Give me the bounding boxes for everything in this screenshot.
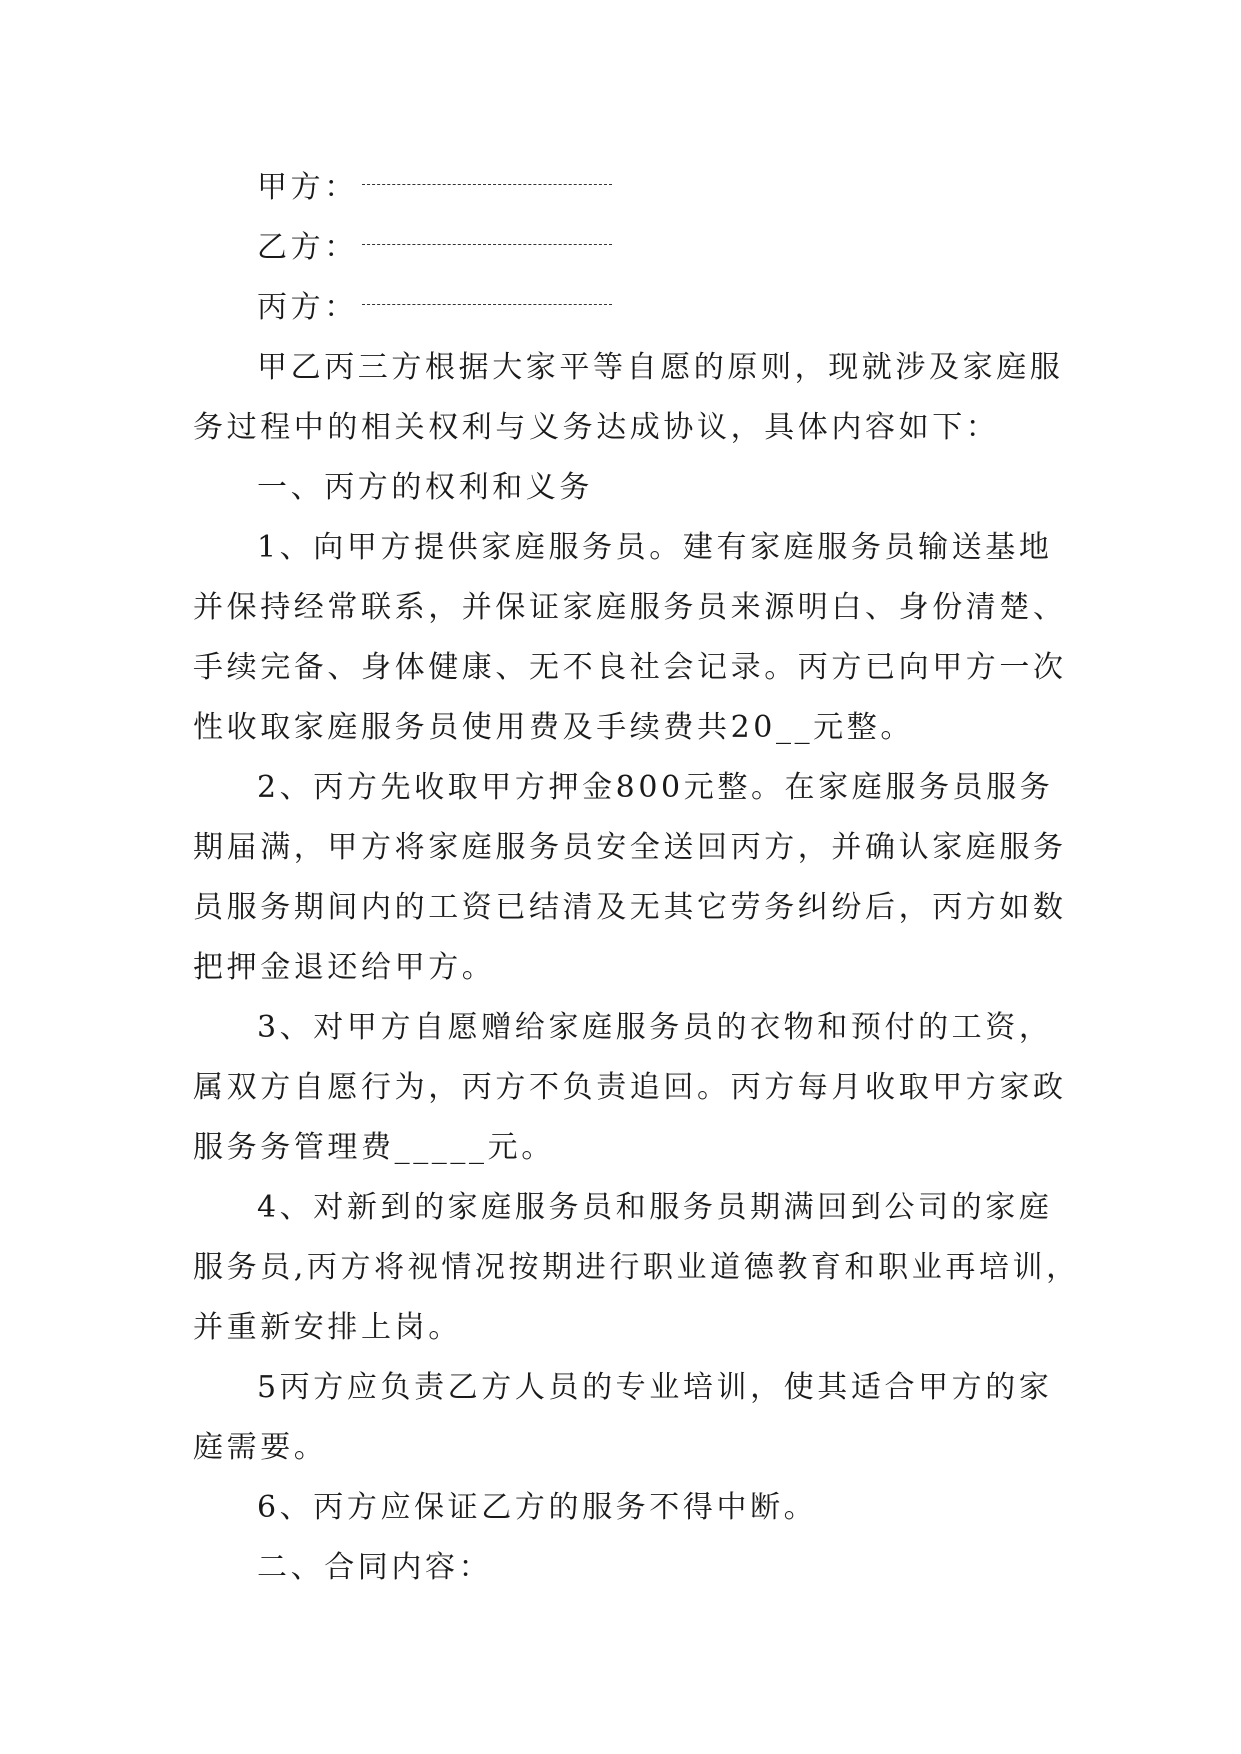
clause-line: 6、丙方应保证乙方的服务不得中断。: [257, 1490, 818, 1525]
clause-line: 3、对甲方自愿赠给家庭服务员的衣物和预付的工资，: [257, 1010, 1053, 1045]
intro-line: 甲乙丙三方根据大家平等自愿的原则，现就涉及家庭服: [257, 350, 1064, 385]
clause-line: 服务务管理费_____元。: [193, 1130, 555, 1165]
clause-line: 并保持经常联系，并保证家庭服务员来源明白、身份清楚、: [193, 590, 1067, 625]
clause-line: 5丙方应负责乙方人员的专业培训，使其适合甲方的家: [257, 1370, 1053, 1405]
clause-line: 属双方自愿行为，丙方不负责追回。丙方每月收取甲方家政: [193, 1070, 1067, 1105]
clause-line: 4、对新到的家庭服务员和服务员期满回到公司的家庭: [257, 1190, 1053, 1225]
clause-line: 员服务期间内的工资已结清及无其它劳务纠纷后，丙方如数: [193, 890, 1067, 925]
party-a-blank: [362, 183, 612, 185]
section-heading: 一、丙方的权利和义务: [257, 470, 593, 505]
clause-line: 性收取家庭服务员使用费及手续费共20__元整。: [193, 710, 914, 745]
document-page: [193, 158, 1080, 1598]
party-b-label: 乙方：: [257, 230, 358, 265]
clause-line: 把押金退还给甲方。: [193, 950, 496, 985]
clause-line: 并重新安排上岗。: [193, 1310, 462, 1345]
section-heading: 二、合同内容：: [257, 1550, 493, 1585]
party-c-label: 丙方：: [257, 290, 358, 325]
party-b-blank: [362, 243, 612, 245]
clause-line: 服务员,丙方将视情况按期进行职业道德教育和职业再培训，: [193, 1250, 1080, 1285]
party-a-line: [193, 158, 1053, 218]
clause-line: 庭需要。: [193, 1430, 328, 1465]
clause-line: 1、向甲方提供家庭服务员。建有家庭服务员输送基地: [257, 530, 1053, 565]
party-b-line: [193, 218, 1053, 278]
clause-line: 手续完备、身体健康、无不良社会记录。丙方已向甲方一次: [193, 650, 1067, 685]
clause-line: 期届满，甲方将家庭服务员安全送回丙方，并确认家庭服务: [193, 830, 1067, 865]
intro-line: 务过程中的相关权利与义务达成协议，具体内容如下：: [193, 410, 1000, 445]
party-c-blank: [362, 303, 612, 305]
party-c-line: [193, 278, 1053, 338]
clause-line: 2、丙方先收取甲方押金800元整。在家庭服务员服务: [257, 770, 1054, 805]
party-a-label: 甲方：: [257, 170, 358, 205]
